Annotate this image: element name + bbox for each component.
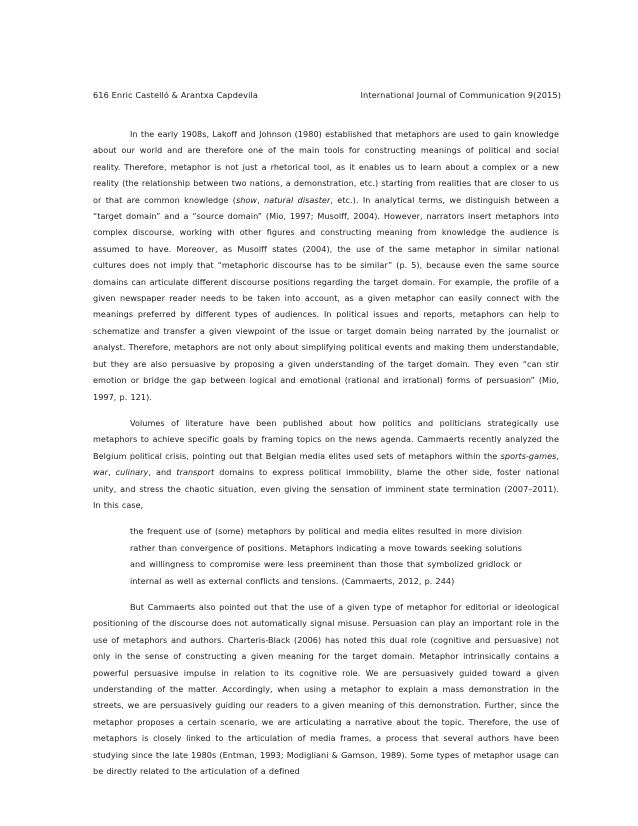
paragraph-text: , and (148, 467, 177, 478)
italic-term: show (235, 194, 258, 205)
header-author-page: 616 Enric Castelló & Arantxa Capdevila (93, 90, 258, 100)
paragraph-text: But Cammaerts also pointed out that the use of a given type of metaphor for editorial or ideological positioning of the discourse does not automatically signal misuse. Persuasion can play an important role in the use of metaphors and authors. Charteris-Black (2006) has noted this dual role (cognitive and persuasive) not only in the sense of constructing a given meaning for the target domain. Metaphor intrinsically contains a powerful persuasive impulse in relation to its cognitive role. We are persuasively guided toward a given understanding of the matter. Accordingly, when using a metaphor to explain a mass demonstration in the streets, we are persuasively guiding our readers to a given meaning of this demonstration. Further, since the metaphor proposes a certain scenario, we are articulating a narrative about the topic. Therefore, the use of metaphors is closely linked to the articulation of media frames, a process that several authors have been studying since the late 1980s (Entman, 1993; Modigliani & Gamson, 1989). Some types of metaphor usage can be directly related to the articulation of a defined (93, 601, 559, 777)
paragraph-text: , etc.). In analytical terms, we distinguish between a “target domain” and a “source domain” (Mio, 1997; Musolff, 2004). However, narrators insert metaphors into complex discourse, working with other figures and constructing meaning from knowledge the audience is assumed to have. Moreover, as Musolff states (2004), the use of the same metaphor in similar national cultures does not imply that “metaphoric discourse has to be similar” (p. 5), because even the same source domains can articulate different discourse positions regarding the target domain. For example, the profile of a given newspaper reader needs to be taken into account, as a given metaphor can easily connect with the meanings preferred by different types of audiences. In political issues and reports, metaphors can help to schematize and transfer a given viewpoint of the issue or target domain being narrated by the journalist or analyst. Therefore, metaphors are not only about simplifying political events and making them understandable, but they are also persuasive by proposing a given understanding of the target domain. They even “can stir emotion or bridge the gap between logical and emotional (rational and irrational) forms of persuasion” (Mio, 1997, p. 121). (93, 194, 560, 402)
paragraph-3 (93, 599, 559, 779)
paragraph-text: , (556, 450, 559, 461)
italic-term: natural disaster (264, 194, 331, 205)
paragraph-text: In the early 1908s, Lakoff and Johnson (1980) established that metaphors are used to gain knowledge about our world and are therefore one of the main tools for constructing meanings of political and social reality. Therefore, metaphor is not just a rhetorical tool, as it enables us to learn about a complex or a new reality (the relationship between two nations, a demonstration, etc.) starting from realities that are closer to us or that are common knowledge ( (93, 129, 559, 205)
paragraph-text: domains to express political immobility, blame the other side, foster national unity, and stress the chaotic situation, even giving the sensation of imminent state termination (2007–2011). In this case, (93, 467, 559, 510)
italic-term: sports-games (500, 450, 557, 461)
paragraph-1 (93, 126, 559, 405)
italic-term: transport (176, 467, 215, 478)
header-journal: International Journal of Communication 9(2015) (360, 90, 561, 100)
italic-term: war (93, 467, 109, 478)
article-body (93, 126, 559, 789)
block-quote: the frequent use of (some) metaphors by political and media elites resulted in more division rather than convergence of positions. Metaphors indicating a move towards seeking solutions and willingness to compromise were less preeminent than those that symbolized gridlock or internal as well as external conflicts and tensions. (Cammaerts, 2012, p. 244) (130, 526, 522, 586)
paragraph-2 (93, 415, 559, 513)
paragraph-text: Volumes of literature have been published about how politics and politicians strategically use metaphors to achieve specific goals by framing topics on the news agenda. Cammaerts recently analyzed the Belgium political crisis, pointing out that Belgian media elites used sets of metaphors within the (93, 417, 559, 461)
paragraph-text: , (257, 194, 265, 205)
paragraph-text: , (108, 467, 116, 478)
italic-term: culinary (115, 467, 149, 478)
